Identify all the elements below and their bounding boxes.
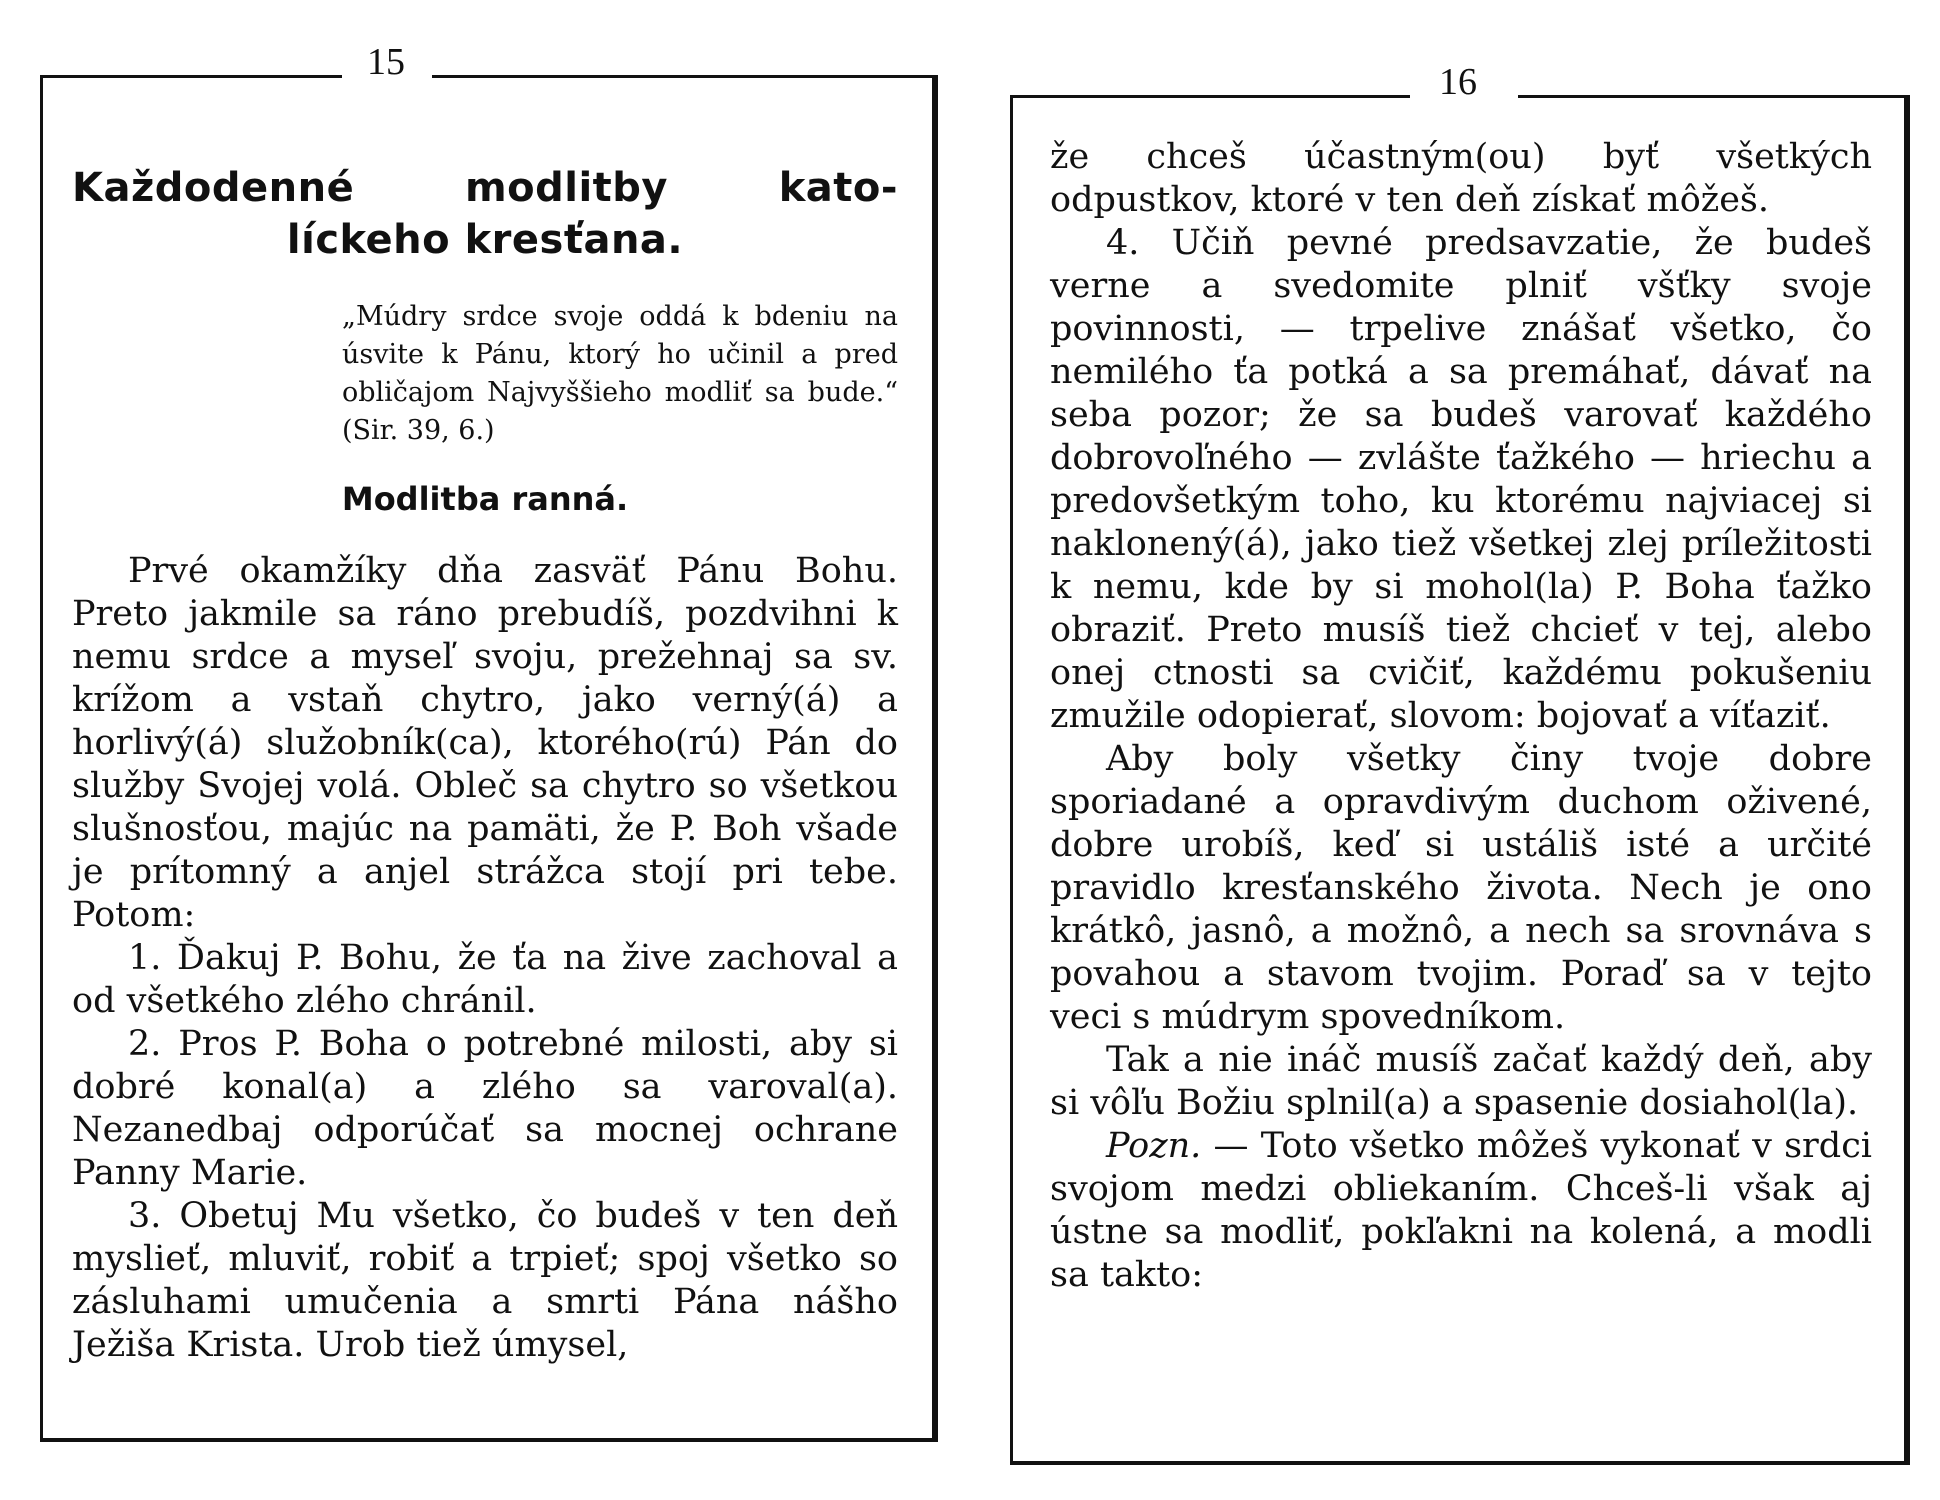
paragraph: 1. Ďakuj P. Bohu, že ťa na žive zachoval a od všetkého zlého chránil. (72, 938, 898, 1021)
left-page-number: 15 (367, 41, 405, 83)
left-page-content (72, 132, 898, 1367)
note-label: Pozn. (1106, 1126, 1202, 1166)
right-page (1010, 61, 1910, 1465)
paragraph: 2. Pros P. Boha o potrebné milosti, aby si dobré konal(a) a zlého sa varoval(a). Nezanedbaj odporúčať sa mocnej ochrane Panny Marie. (72, 1024, 898, 1193)
paragraph: Tak a nie ináč musíš začať každý deň, aby si vôľu Božiu splnil(a) a spasenie dosiahol(la). (1050, 1040, 1872, 1123)
note-paragraph (1050, 1125, 1872, 1297)
paragraph: 4. Učiň pevné predsavzatie, že budeš verne a svedomite plniť všťky svoje povinnosti, — trpelive znášať všetko, čo nemilého ťa potká a sa premáhať, dávať na seba pozor; že sa budeš varovať každého dobrovoľného — zvlášte ťažkého — hriechu a predovšetkým toho, ku ktorému najviacej si naklonený(á), jako tiež všetkej zlej príležitosti k nemu, kde by si mohol(la) P. Boha ťažko obraziť. Preto musíš tiež chcieť v tej, alebo onej ctnosti sa cvičiť, každému pokušeniu zmužile odopierať, slovom: bojovať a víťaziť. (1050, 223, 1872, 736)
paragraph: že chceš účastným(ou) byť všetkých odpustkov, ktoré v ten deň získať môžeš. (1050, 137, 1872, 220)
scripture-quote: „Múdry srdce svoje oddá k bdeniu na úsvite k Pánu, ktorý ho učinil a pred obličajom Najvyššieho modliť sa bude.“ (Sir. 39, 6.) (342, 301, 898, 446)
left-page (40, 41, 938, 1442)
right-page-content (1050, 136, 1872, 1297)
note-text: — Toto všetko môžeš vykonať v srdci svojom medzi obliekaním. Chceš-li však aj ústne sa modliť, pokľakni na kolená, a modli sa takto: (1050, 1126, 1872, 1295)
right-page-number: 16 (1439, 61, 1477, 103)
paragraph: Prvé okamžíky dňa zasväť Pánu Bohu. Preto jakmile sa ráno prebudíš, pozdvihni k nemu srdce a myseľ svoju, prežehnaj sa sv. krížom a vstaň chytro, jako verný(á) a horlivý(á) služobník(ca), ktorého(rú) Pán do služby Svojej volá. Obleč sa chytro so všetkou slušnosťou, majúc na pamäti, že P. Boh všade je prítomný a anjel strážca stojí pri tebe. Potom: (72, 551, 898, 935)
paragraph: 3. Obetuj Mu všetko, čo budeš v ten deň myslieť, mluviť, robiť a trpieť; spoj všetko so zásluhami umučenia a smrti Pána nášho Ježiša Krista. Urob tiež úmysel, (72, 1196, 898, 1365)
section-subtitle: Modlitba ranná. (341, 480, 629, 518)
page-title (72, 162, 898, 266)
paragraph: Aby boly všetky činy tvoje dobre sporiadané a opravdivým duchom oživené, dobre urobíš, keď si ustáliš isté a určité pravidlo kresťanského života. Nech je ono krátkô, jasnô, a možnô, a nech sa srovnáva s povahou a stavom tvojim. Poraď sa v tejto veci s múdrym spovedníkom. (1050, 739, 1872, 1037)
title-line-2: líckeho kresťana. (286, 217, 684, 263)
title-line-1: Každodenné modlitby kato- (72, 165, 898, 211)
